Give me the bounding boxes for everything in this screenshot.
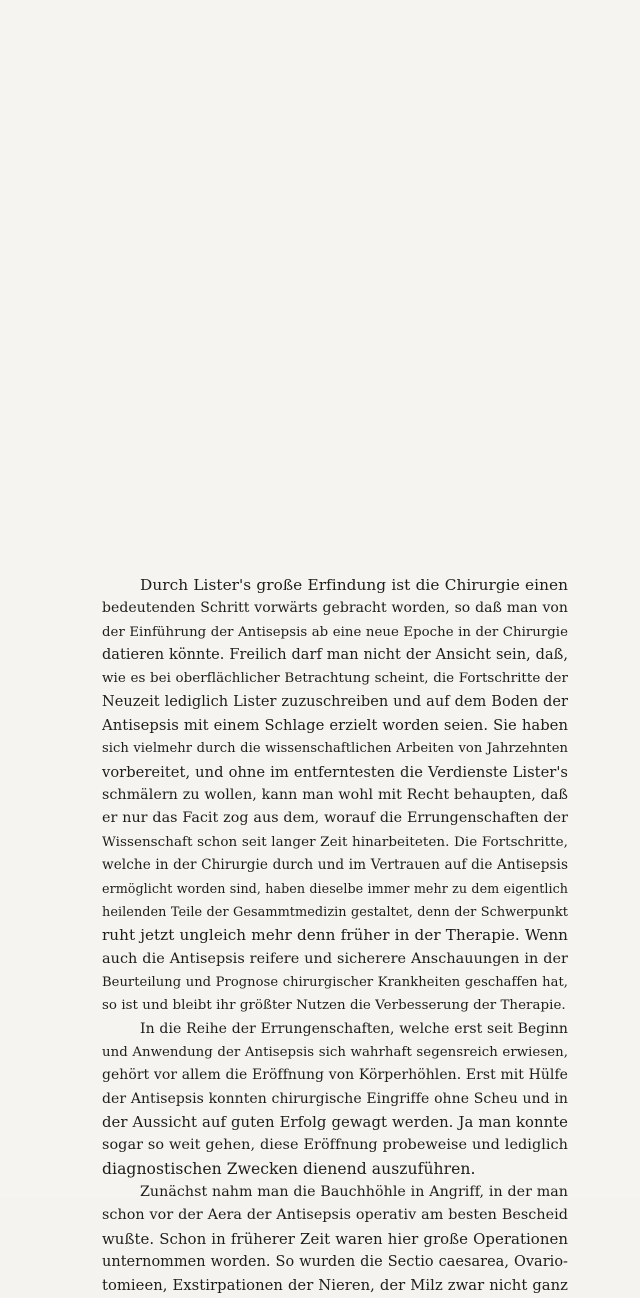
text-line: vorbereitet, und ohne im entferntesten die Verdienste Lister's xyxy=(102,763,568,781)
text-line: Neuzeit lediglich Lister zuzuschreiben und auf dem Boden der xyxy=(102,693,568,710)
text-line: und Anwendung der Antisepsis sich wahrhaft segensreich erwiesen, xyxy=(102,1044,568,1060)
text-line: schmälern zu wollen, kann man wohl mit Recht behaupten, daß xyxy=(102,787,568,804)
text-line: Durch Lister's große Erfindung ist die Chirurgie einen xyxy=(140,576,568,594)
text-line: unternommen worden. So wurden die Sectio caesarea, Ovario- xyxy=(102,1253,568,1270)
text-line: der Einführung der Antisepsis ab eine neue Epoche in der Chirurgie xyxy=(102,624,568,640)
text-line: er nur das Facit zog aus dem, worauf die Errungenschaften der xyxy=(102,810,568,827)
body-text xyxy=(102,574,568,1298)
text-line: Zunächst nahm man die Bauchhöhle in Angriff, in der man xyxy=(140,1183,568,1200)
text-line: heilenden Teile der Gesammtmedizin gestaltet, denn der Schwerpunkt xyxy=(102,904,568,920)
text-line: wie es bei oberflächlicher Betrachtung scheint, die Fortschritte der xyxy=(102,671,568,687)
text-line: sogar so weit gehen, diese Eröffnung probeweise und lediglich xyxy=(102,1137,568,1154)
text-line: diagnostischen Zwecken dienend auszuführen. xyxy=(102,1159,476,1178)
text-line: tomieen, Exstirpationen der Nieren, der Milz zwar nicht ganz xyxy=(102,1277,568,1295)
text-line: bedeutenden Schritt vorwärts gebracht worden, so daß man von xyxy=(102,600,568,617)
text-line: Wissenschaft schon seit langer Zeit hinarbeiteten. Die Fortschritte, xyxy=(102,833,568,850)
text-line: In die Reihe der Errungenschaften, welche erst seit Beginn xyxy=(140,1020,568,1037)
text-line: Beurteilung und Prognose chirurgischer Krankheiten geschaffen hat, xyxy=(102,974,568,990)
text-line: der Aussicht auf guten Erfolg gewagt werden. Ja man konnte xyxy=(102,1113,568,1131)
text-line: wußte. Schon in früherer Zeit waren hier große Operationen xyxy=(102,1229,568,1248)
text-line: der Antisepsis konnten chirurgische Eingriffe ohne Scheu und in xyxy=(102,1090,568,1107)
text-line: gehört vor allem die Eröffnung von Körperhöhlen. Erst mit Hülfe xyxy=(102,1067,568,1084)
text-line: schon vor der Aera der Antisepsis operativ am besten Bescheid xyxy=(102,1207,568,1224)
text-line: so ist und bleibt ihr größter Nutzen die Verbesserung der Therapie. xyxy=(102,998,566,1014)
text-line: sich vielmehr durch die wissenschaftlichen Arbeiten von Jahrzehnten xyxy=(102,741,568,757)
text-line: auch die Antisepsis reifere und sicherere Anschauungen in der xyxy=(102,950,568,967)
text-line: ermöglicht worden sind, haben dieselbe immer mehr zu dem eigentlich xyxy=(102,881,568,897)
text-line: welche in der Chirurgie durch und im Vertrauen auf die Antisepsis xyxy=(102,857,568,874)
text-line: ruht jetzt ungleich mehr denn früher in der Therapie. Wenn xyxy=(102,926,568,945)
text-line: Antisepsis mit einem Schlage erzielt worden seien. Sie haben xyxy=(102,717,568,735)
text-line: datieren könnte. Freilich darf man nicht der Ansicht sein, daß, xyxy=(102,647,568,664)
